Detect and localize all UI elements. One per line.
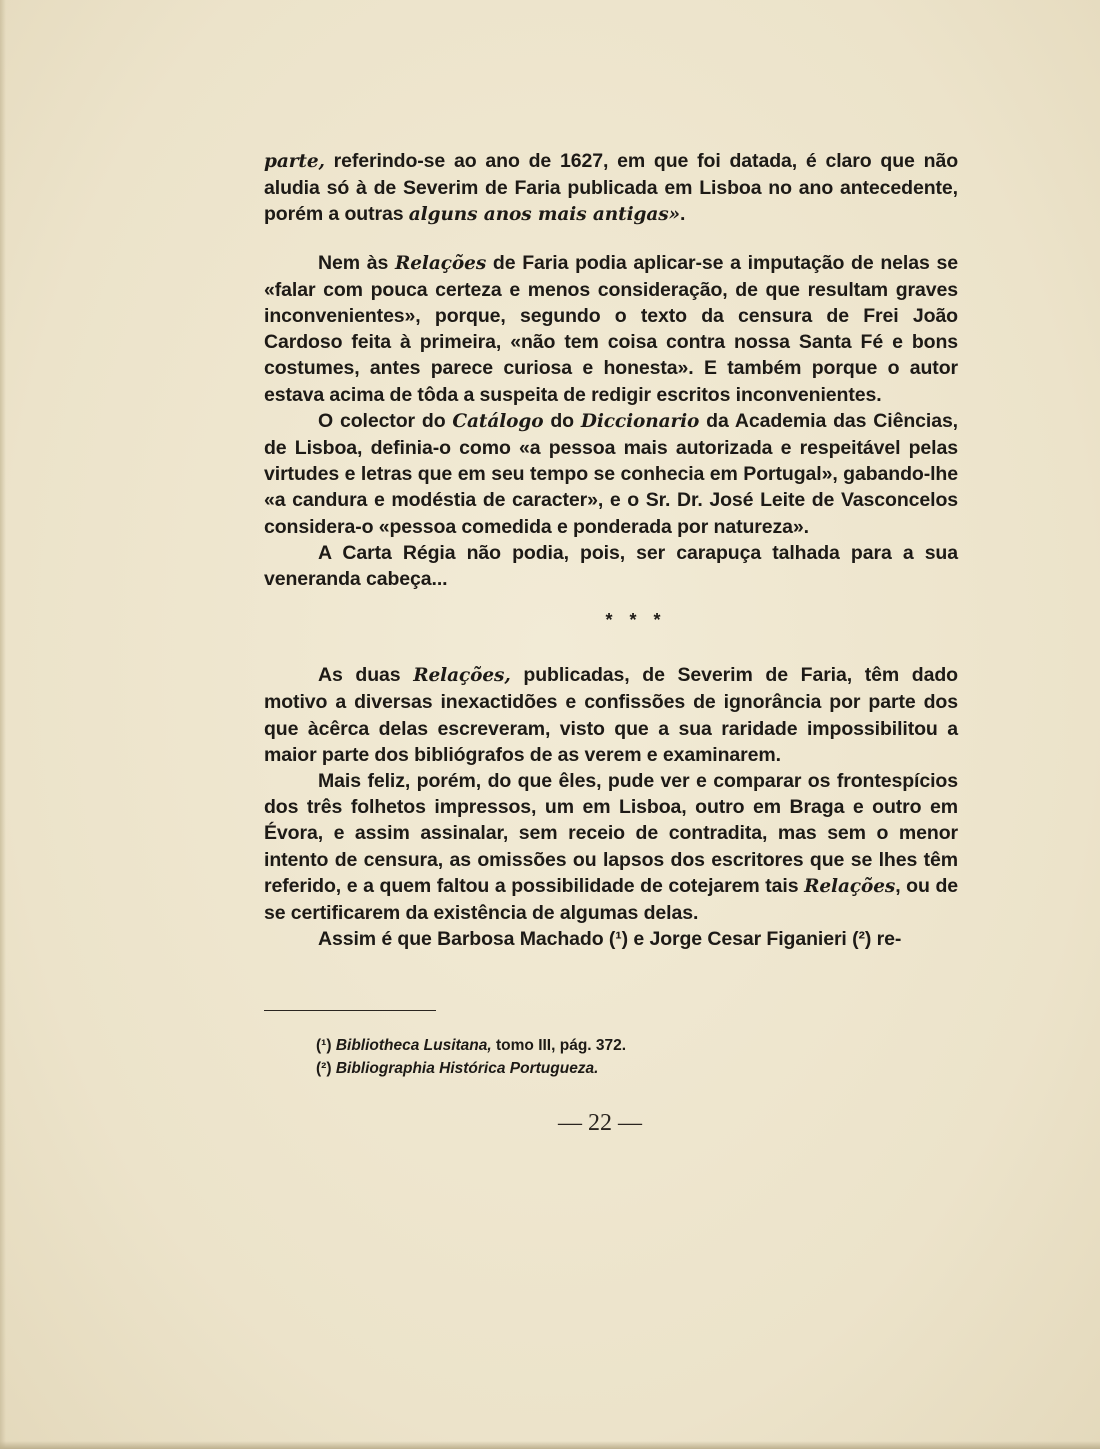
text-run: Nem às bbox=[318, 251, 395, 274]
text-run: Mais feliz, porém, do que êles, pude ver e comparar os frontespícios dos três folhetos impressos, um em Lisboa, outro em Braga e outro em Évora, e assim assinalar, sem receio de contradita, mas sem o menor intento de censura, as omissões ou lapsos dos escritores que se lhes têm referido, e a quem faltou a possibilidade de cotejarem tais bbox=[264, 770, 958, 897]
text-run: publicadas, de Severim de Faria, têm dado motivo a diversas inexactidões e confissões de ignorância por parte dos que àcêrca delas escreveram, visto que a sua raridade impossibilitou a maior parte dos bibliógrafos de as verem e examinarem. bbox=[264, 664, 958, 766]
italic-run: Relações bbox=[394, 252, 487, 274]
paragraph-6 bbox=[264, 926, 958, 952]
text-run: As duas bbox=[318, 664, 414, 687]
italic-run: Catálogo bbox=[452, 410, 544, 432]
text-run: ) e Jorge Cesar Figanieri ( bbox=[621, 928, 859, 951]
footnote-title: Bibliographia Histórica Portugueza. bbox=[335, 1060, 599, 1077]
footnote-title: Bibliotheca Lusitana, bbox=[335, 1037, 492, 1054]
italic-run: Relações bbox=[804, 875, 896, 897]
italic-run: Diccionario bbox=[580, 410, 700, 432]
footnote-mark: (¹) bbox=[316, 1037, 332, 1054]
text-run: . bbox=[680, 203, 686, 226]
paragraph-1 bbox=[264, 250, 958, 408]
footnote-2 bbox=[316, 1057, 916, 1080]
footnotes bbox=[316, 1034, 916, 1080]
paragraph-4 bbox=[264, 662, 958, 768]
text-run: referindo-se ao ano de 1627, em que foi datada, é claro que não aludia só à de Severim de Faria publicada em Lisboa no ano antecedente, porém a outras bbox=[264, 150, 958, 226]
paragraph-5 bbox=[264, 768, 958, 926]
text-run: do bbox=[543, 409, 581, 432]
section-separator: * * * bbox=[605, 610, 667, 631]
page-number: — 22 — bbox=[558, 1110, 642, 1136]
text-run: , ou de se certificarem da existência de algumas delas. bbox=[264, 874, 958, 925]
italic-run: alguns anos mais antigas» bbox=[408, 204, 680, 226]
text-run: O colector do bbox=[318, 409, 453, 432]
footnote-rule bbox=[264, 1010, 436, 1011]
text-run: Assim é que Barbosa Machado ( bbox=[318, 928, 616, 951]
paragraph-0 bbox=[264, 148, 958, 229]
paragraph-3 bbox=[264, 540, 958, 592]
text-run: de Faria podia aplicar-se a imputação de nelas se «falar com pouca certeza e menos consideração, de que resultam graves inconvenientes», porque, segundo o texto da censura de Frei João Cardoso feita à primeira, «não tem coisa contra nossa Santa Fé e bons costumes, antes parece curiosa e honesta». E também porque o autor estava acima de tôda a suspeita de redigir escritos inconvenientes. bbox=[264, 251, 958, 406]
text-run: da Academia das Ciências, de Lisboa, definia-o como «a pessoa mais autorizada e respeitável pelas virtudes e letras que em seu tempo se conhecia em Portugal», gabando-lhe «a candura e modéstia de caracter», e o Sr. Dr. José Leite de Vasconcelos considera-o «pessoa comedida e ponderada por natureza». bbox=[264, 409, 959, 538]
page-bottom-shadow bbox=[0, 1441, 1100, 1449]
text-run: ) re- bbox=[864, 928, 902, 951]
text-run: ² bbox=[858, 928, 865, 951]
page-edge-shadow bbox=[0, 0, 6, 1449]
italic-run: parte, bbox=[264, 151, 325, 172]
text-run: ¹ bbox=[615, 928, 622, 951]
text-run: A Carta Régia não podia, pois, ser carapuça talhada para a sua veneranda cabeça... bbox=[264, 541, 958, 591]
footnote-rest: tomo III, pág. 372. bbox=[491, 1037, 627, 1054]
italic-run: Relações, bbox=[413, 665, 511, 687]
paragraph-2 bbox=[264, 408, 958, 540]
body-text bbox=[264, 148, 958, 952]
footnote-1 bbox=[316, 1034, 916, 1057]
footnote-mark: (²) bbox=[316, 1060, 332, 1077]
